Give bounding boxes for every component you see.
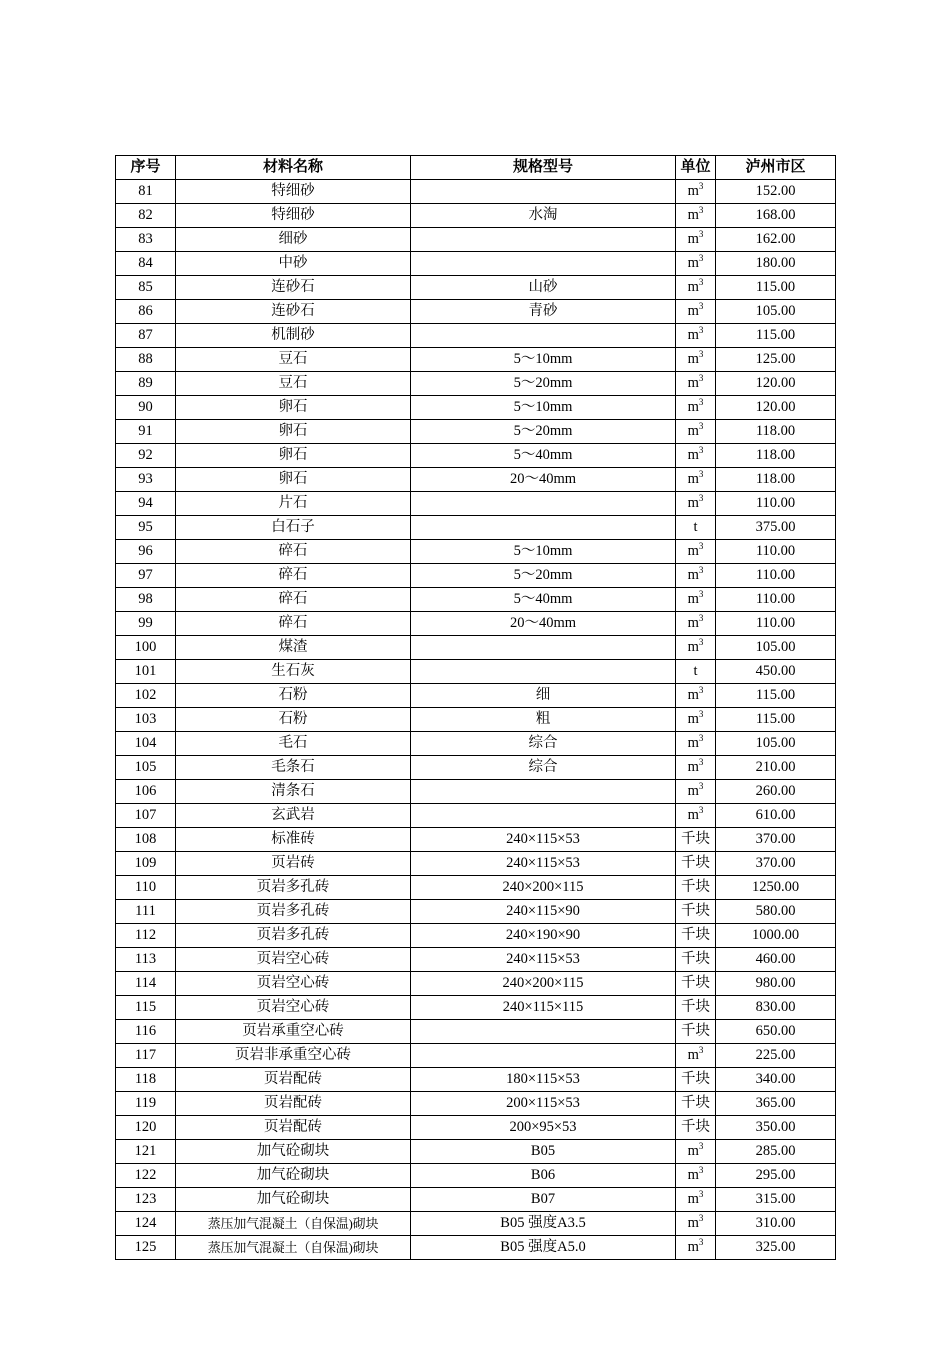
cell-unit: 千块 bbox=[676, 924, 716, 948]
cell-spec: B06 bbox=[411, 1164, 676, 1188]
cell-price: 370.00 bbox=[716, 852, 836, 876]
cell-index: 105 bbox=[116, 756, 176, 780]
cell-material-name: 特细砂 bbox=[176, 204, 411, 228]
cell-material-name: 卵石 bbox=[176, 444, 411, 468]
cell-unit: $m^3$ bbox=[676, 1164, 716, 1188]
cell-price: 295.00 bbox=[716, 1164, 836, 1188]
table-row bbox=[116, 228, 836, 252]
cell-spec: 240×200×115 bbox=[411, 876, 676, 900]
cell-index: 109 bbox=[116, 852, 176, 876]
cell-material-name: 卵石 bbox=[176, 420, 411, 444]
cell-material-name: 毛石 bbox=[176, 732, 411, 756]
cell-index: 82 bbox=[116, 204, 176, 228]
cell-unit: $m^3$ bbox=[676, 732, 716, 756]
table-row bbox=[116, 540, 836, 564]
cell-spec: 240×115×53 bbox=[411, 852, 676, 876]
cell-material-name: 页岩多孔砖 bbox=[176, 900, 411, 924]
table-row bbox=[116, 1092, 836, 1116]
cell-price: 168.00 bbox=[716, 204, 836, 228]
table-row bbox=[116, 780, 836, 804]
table-row bbox=[116, 876, 836, 900]
table-row bbox=[116, 1068, 836, 1092]
cell-spec: 240×115×53 bbox=[411, 948, 676, 972]
cell-index: 93 bbox=[116, 468, 176, 492]
cell-material-name: 碎石 bbox=[176, 612, 411, 636]
cell-unit: $m^3$ bbox=[676, 228, 716, 252]
column-header-index: 序号 bbox=[116, 156, 176, 180]
cell-unit: t bbox=[676, 516, 716, 540]
cell-index: 91 bbox=[116, 420, 176, 444]
material-price-table bbox=[115, 155, 836, 1260]
cell-unit: $m^3$ bbox=[676, 252, 716, 276]
table-row bbox=[116, 324, 836, 348]
cell-price: 370.00 bbox=[716, 828, 836, 852]
cell-price: 450.00 bbox=[716, 660, 836, 684]
cell-material-name: 页岩配砖 bbox=[176, 1092, 411, 1116]
cell-material-name: 豆石 bbox=[176, 372, 411, 396]
cell-index: 108 bbox=[116, 828, 176, 852]
cell-index: 81 bbox=[116, 180, 176, 204]
cell-material-name: 页岩空心砖 bbox=[176, 972, 411, 996]
cell-unit: $m^3$ bbox=[676, 324, 716, 348]
table-row bbox=[116, 660, 836, 684]
cell-unit: $m^3$ bbox=[676, 780, 716, 804]
cell-index: 125 bbox=[116, 1236, 176, 1260]
cell-index: 113 bbox=[116, 948, 176, 972]
cell-spec bbox=[411, 228, 676, 252]
cell-price: 105.00 bbox=[716, 636, 836, 660]
table-header bbox=[116, 156, 836, 180]
cell-unit: $m^3$ bbox=[676, 1212, 716, 1236]
cell-price: 650.00 bbox=[716, 1020, 836, 1044]
cell-unit: $m^3$ bbox=[676, 564, 716, 588]
cell-material-name: 蒸压加气混凝土（自保温)砌块 bbox=[176, 1212, 411, 1236]
table-row bbox=[116, 492, 836, 516]
table-row bbox=[116, 924, 836, 948]
cell-index: 87 bbox=[116, 324, 176, 348]
table-row bbox=[116, 348, 836, 372]
cell-price: 110.00 bbox=[716, 492, 836, 516]
cell-spec: 5～10mm bbox=[411, 348, 676, 372]
table-row bbox=[116, 828, 836, 852]
cell-spec: 180×115×53 bbox=[411, 1068, 676, 1092]
cell-price: 105.00 bbox=[716, 300, 836, 324]
cell-price: 110.00 bbox=[716, 588, 836, 612]
cell-price: 118.00 bbox=[716, 444, 836, 468]
cell-spec bbox=[411, 492, 676, 516]
cell-material-name: 页岩多孔砖 bbox=[176, 924, 411, 948]
cell-unit: 千块 bbox=[676, 996, 716, 1020]
cell-spec bbox=[411, 780, 676, 804]
table-row bbox=[116, 468, 836, 492]
cell-price: 152.00 bbox=[716, 180, 836, 204]
cell-spec bbox=[411, 1020, 676, 1044]
cell-price: 115.00 bbox=[716, 324, 836, 348]
cell-material-name: 连砂石 bbox=[176, 276, 411, 300]
cell-price: 315.00 bbox=[716, 1188, 836, 1212]
cell-spec: 5～40mm bbox=[411, 588, 676, 612]
cell-index: 83 bbox=[116, 228, 176, 252]
cell-price: 225.00 bbox=[716, 1044, 836, 1068]
table-row bbox=[116, 1116, 836, 1140]
cell-price: 580.00 bbox=[716, 900, 836, 924]
cell-material-name: 页岩空心砖 bbox=[176, 996, 411, 1020]
table-row bbox=[116, 1188, 836, 1212]
cell-material-name: 连砂石 bbox=[176, 300, 411, 324]
cell-index: 114 bbox=[116, 972, 176, 996]
cell-price: 1250.00 bbox=[716, 876, 836, 900]
cell-unit: $m^3$ bbox=[676, 276, 716, 300]
cell-index: 112 bbox=[116, 924, 176, 948]
cell-price: 830.00 bbox=[716, 996, 836, 1020]
cell-spec: 240×115×53 bbox=[411, 828, 676, 852]
cell-unit: $m^3$ bbox=[676, 1236, 716, 1260]
cell-unit: 千块 bbox=[676, 948, 716, 972]
table-row bbox=[116, 708, 836, 732]
cell-unit: $m^3$ bbox=[676, 1140, 716, 1164]
cell-index: 117 bbox=[116, 1044, 176, 1068]
cell-material-name: 标准砖 bbox=[176, 828, 411, 852]
cell-spec: 5～10mm bbox=[411, 396, 676, 420]
table-row bbox=[116, 372, 836, 396]
cell-price: 365.00 bbox=[716, 1092, 836, 1116]
cell-index: 110 bbox=[116, 876, 176, 900]
cell-material-name: 煤渣 bbox=[176, 636, 411, 660]
cell-unit: $m^3$ bbox=[676, 420, 716, 444]
cell-index: 124 bbox=[116, 1212, 176, 1236]
cell-material-name: 白石子 bbox=[176, 516, 411, 540]
cell-unit: $m^3$ bbox=[676, 300, 716, 324]
cell-unit: $m^3$ bbox=[676, 204, 716, 228]
cell-index: 100 bbox=[116, 636, 176, 660]
cell-index: 116 bbox=[116, 1020, 176, 1044]
cell-spec bbox=[411, 252, 676, 276]
cell-spec: 20～40mm bbox=[411, 612, 676, 636]
cell-price: 210.00 bbox=[716, 756, 836, 780]
cell-spec: 20～40mm bbox=[411, 468, 676, 492]
cell-index: 121 bbox=[116, 1140, 176, 1164]
table-row bbox=[116, 1164, 836, 1188]
table-row bbox=[116, 804, 836, 828]
cell-spec: 200×95×53 bbox=[411, 1116, 676, 1140]
cell-material-name: 碎石 bbox=[176, 540, 411, 564]
cell-index: 111 bbox=[116, 900, 176, 924]
cell-unit: $m^3$ bbox=[676, 708, 716, 732]
cell-unit: 千块 bbox=[676, 852, 716, 876]
cell-index: 89 bbox=[116, 372, 176, 396]
cell-material-name: 加气砼砌块 bbox=[176, 1140, 411, 1164]
table-row bbox=[116, 204, 836, 228]
cell-unit: $m^3$ bbox=[676, 492, 716, 516]
cell-unit: $m^3$ bbox=[676, 540, 716, 564]
cell-material-name: 毛条石 bbox=[176, 756, 411, 780]
cell-unit: 千块 bbox=[676, 876, 716, 900]
cell-spec: B05 强度A3.5 bbox=[411, 1212, 676, 1236]
cell-unit: 千块 bbox=[676, 900, 716, 924]
cell-index: 118 bbox=[116, 1068, 176, 1092]
cell-unit: $m^3$ bbox=[676, 1044, 716, 1068]
cell-price: 120.00 bbox=[716, 372, 836, 396]
cell-unit: $m^3$ bbox=[676, 444, 716, 468]
cell-price: 118.00 bbox=[716, 468, 836, 492]
table-row bbox=[116, 564, 836, 588]
cell-material-name: 卵石 bbox=[176, 396, 411, 420]
cell-index: 84 bbox=[116, 252, 176, 276]
cell-unit: $m^3$ bbox=[676, 372, 716, 396]
cell-price: 110.00 bbox=[716, 564, 836, 588]
cell-material-name: 清条石 bbox=[176, 780, 411, 804]
table-row bbox=[116, 972, 836, 996]
cell-index: 98 bbox=[116, 588, 176, 612]
table-row bbox=[116, 612, 836, 636]
table-row bbox=[116, 948, 836, 972]
cell-spec bbox=[411, 180, 676, 204]
table-row bbox=[116, 1212, 836, 1236]
cell-spec: 水淘 bbox=[411, 204, 676, 228]
cell-index: 107 bbox=[116, 804, 176, 828]
cell-material-name: 蒸压加气混凝土（自保温)砌块 bbox=[176, 1236, 411, 1260]
cell-index: 120 bbox=[116, 1116, 176, 1140]
cell-material-name: 碎石 bbox=[176, 564, 411, 588]
cell-unit: $m^3$ bbox=[676, 468, 716, 492]
table-row bbox=[116, 1236, 836, 1260]
cell-spec bbox=[411, 516, 676, 540]
cell-price: 350.00 bbox=[716, 1116, 836, 1140]
cell-index: 102 bbox=[116, 684, 176, 708]
cell-index: 103 bbox=[116, 708, 176, 732]
cell-unit: 千块 bbox=[676, 828, 716, 852]
table-header-row bbox=[116, 156, 836, 180]
cell-spec: 5～20mm bbox=[411, 420, 676, 444]
cell-index: 92 bbox=[116, 444, 176, 468]
cell-price: 980.00 bbox=[716, 972, 836, 996]
cell-spec: 青砂 bbox=[411, 300, 676, 324]
table-row bbox=[116, 996, 836, 1020]
cell-material-name: 片石 bbox=[176, 492, 411, 516]
cell-material-name: 碎石 bbox=[176, 588, 411, 612]
cell-index: 115 bbox=[116, 996, 176, 1020]
cell-spec bbox=[411, 660, 676, 684]
table-row bbox=[116, 756, 836, 780]
cell-price: 310.00 bbox=[716, 1212, 836, 1236]
cell-spec bbox=[411, 636, 676, 660]
cell-material-name: 石粉 bbox=[176, 684, 411, 708]
cell-material-name: 加气砼砌块 bbox=[176, 1164, 411, 1188]
cell-material-name: 页岩承重空心砖 bbox=[176, 1020, 411, 1044]
table-row bbox=[116, 276, 836, 300]
cell-spec: 5～40mm bbox=[411, 444, 676, 468]
cell-index: 101 bbox=[116, 660, 176, 684]
cell-price: 1000.00 bbox=[716, 924, 836, 948]
cell-index: 106 bbox=[116, 780, 176, 804]
cell-index: 86 bbox=[116, 300, 176, 324]
cell-spec: 综合 bbox=[411, 732, 676, 756]
cell-price: 115.00 bbox=[716, 276, 836, 300]
cell-material-name: 页岩非承重空心砖 bbox=[176, 1044, 411, 1068]
table-row bbox=[116, 1140, 836, 1164]
cell-unit: t bbox=[676, 660, 716, 684]
cell-material-name: 加气砼砌块 bbox=[176, 1188, 411, 1212]
cell-unit: 千块 bbox=[676, 1020, 716, 1044]
cell-material-name: 页岩多孔砖 bbox=[176, 876, 411, 900]
cell-price: 285.00 bbox=[716, 1140, 836, 1164]
column-header-price: 泸州市区 bbox=[716, 156, 836, 180]
cell-material-name: 中砂 bbox=[176, 252, 411, 276]
table-row bbox=[116, 1044, 836, 1068]
cell-spec: 240×115×90 bbox=[411, 900, 676, 924]
cell-unit: $m^3$ bbox=[676, 612, 716, 636]
cell-material-name: 机制砂 bbox=[176, 324, 411, 348]
cell-index: 94 bbox=[116, 492, 176, 516]
table-row bbox=[116, 684, 836, 708]
cell-material-name: 页岩空心砖 bbox=[176, 948, 411, 972]
cell-spec: 山砂 bbox=[411, 276, 676, 300]
cell-price: 110.00 bbox=[716, 612, 836, 636]
cell-index: 122 bbox=[116, 1164, 176, 1188]
cell-price: 162.00 bbox=[716, 228, 836, 252]
cell-material-name: 生石灰 bbox=[176, 660, 411, 684]
cell-unit: $m^3$ bbox=[676, 804, 716, 828]
cell-unit: $m^3$ bbox=[676, 348, 716, 372]
cell-index: 85 bbox=[116, 276, 176, 300]
cell-spec: 240×190×90 bbox=[411, 924, 676, 948]
cell-price: 180.00 bbox=[716, 252, 836, 276]
cell-unit: $m^3$ bbox=[676, 588, 716, 612]
cell-price: 115.00 bbox=[716, 708, 836, 732]
table-row bbox=[116, 396, 836, 420]
cell-material-name: 页岩砖 bbox=[176, 852, 411, 876]
cell-material-name: 玄武岩 bbox=[176, 804, 411, 828]
cell-unit: $m^3$ bbox=[676, 1188, 716, 1212]
cell-index: 90 bbox=[116, 396, 176, 420]
cell-unit: $m^3$ bbox=[676, 756, 716, 780]
cell-unit: 千块 bbox=[676, 1092, 716, 1116]
cell-spec bbox=[411, 804, 676, 828]
cell-spec: 5～20mm bbox=[411, 564, 676, 588]
cell-unit: 千块 bbox=[676, 1068, 716, 1092]
cell-price: 260.00 bbox=[716, 780, 836, 804]
cell-price: 110.00 bbox=[716, 540, 836, 564]
cell-spec: 240×200×115 bbox=[411, 972, 676, 996]
cell-unit: 千块 bbox=[676, 1116, 716, 1140]
table-row bbox=[116, 1020, 836, 1044]
cell-price: 115.00 bbox=[716, 684, 836, 708]
column-header-spec: 规格型号 bbox=[411, 156, 676, 180]
cell-index: 119 bbox=[116, 1092, 176, 1116]
cell-unit: 千块 bbox=[676, 972, 716, 996]
cell-material-name: 特细砂 bbox=[176, 180, 411, 204]
cell-material-name: 石粉 bbox=[176, 708, 411, 732]
table-row bbox=[116, 516, 836, 540]
cell-spec: 综合 bbox=[411, 756, 676, 780]
cell-price: 460.00 bbox=[716, 948, 836, 972]
cell-spec: B05 强度A5.0 bbox=[411, 1236, 676, 1260]
cell-price: 120.00 bbox=[716, 396, 836, 420]
cell-material-name: 卵石 bbox=[176, 468, 411, 492]
cell-unit: $m^3$ bbox=[676, 636, 716, 660]
cell-spec: B05 bbox=[411, 1140, 676, 1164]
cell-index: 104 bbox=[116, 732, 176, 756]
table-row bbox=[116, 588, 836, 612]
column-header-unit: 单位 bbox=[676, 156, 716, 180]
price-table-container bbox=[115, 155, 835, 1260]
table-row bbox=[116, 732, 836, 756]
table-row bbox=[116, 180, 836, 204]
cell-spec bbox=[411, 324, 676, 348]
cell-price: 610.00 bbox=[716, 804, 836, 828]
table-row bbox=[116, 300, 836, 324]
table-row bbox=[116, 252, 836, 276]
cell-price: 340.00 bbox=[716, 1068, 836, 1092]
cell-price: 105.00 bbox=[716, 732, 836, 756]
cell-index: 95 bbox=[116, 516, 176, 540]
cell-spec: 5～20mm bbox=[411, 372, 676, 396]
cell-price: 375.00 bbox=[716, 516, 836, 540]
cell-spec: 240×115×115 bbox=[411, 996, 676, 1020]
cell-unit: $m^3$ bbox=[676, 684, 716, 708]
table-body bbox=[116, 180, 836, 1260]
cell-material-name: 页岩配砖 bbox=[176, 1068, 411, 1092]
cell-spec: 5～10mm bbox=[411, 540, 676, 564]
cell-spec: 200×115×53 bbox=[411, 1092, 676, 1116]
cell-spec: 细 bbox=[411, 684, 676, 708]
table-row bbox=[116, 852, 836, 876]
cell-price: 125.00 bbox=[716, 348, 836, 372]
cell-spec: 粗 bbox=[411, 708, 676, 732]
table-row bbox=[116, 636, 836, 660]
cell-price: 118.00 bbox=[716, 420, 836, 444]
cell-price: 325.00 bbox=[716, 1236, 836, 1260]
table-row bbox=[116, 420, 836, 444]
table-row bbox=[116, 900, 836, 924]
cell-material-name: 细砂 bbox=[176, 228, 411, 252]
column-header-name: 材料名称 bbox=[176, 156, 411, 180]
cell-index: 123 bbox=[116, 1188, 176, 1212]
cell-unit: $m^3$ bbox=[676, 180, 716, 204]
cell-spec: B07 bbox=[411, 1188, 676, 1212]
cell-material-name: 豆石 bbox=[176, 348, 411, 372]
table-row bbox=[116, 444, 836, 468]
cell-material-name: 页岩配砖 bbox=[176, 1116, 411, 1140]
cell-index: 97 bbox=[116, 564, 176, 588]
cell-index: 99 bbox=[116, 612, 176, 636]
cell-spec bbox=[411, 1044, 676, 1068]
cell-index: 96 bbox=[116, 540, 176, 564]
cell-unit: $m^3$ bbox=[676, 396, 716, 420]
cell-index: 88 bbox=[116, 348, 176, 372]
